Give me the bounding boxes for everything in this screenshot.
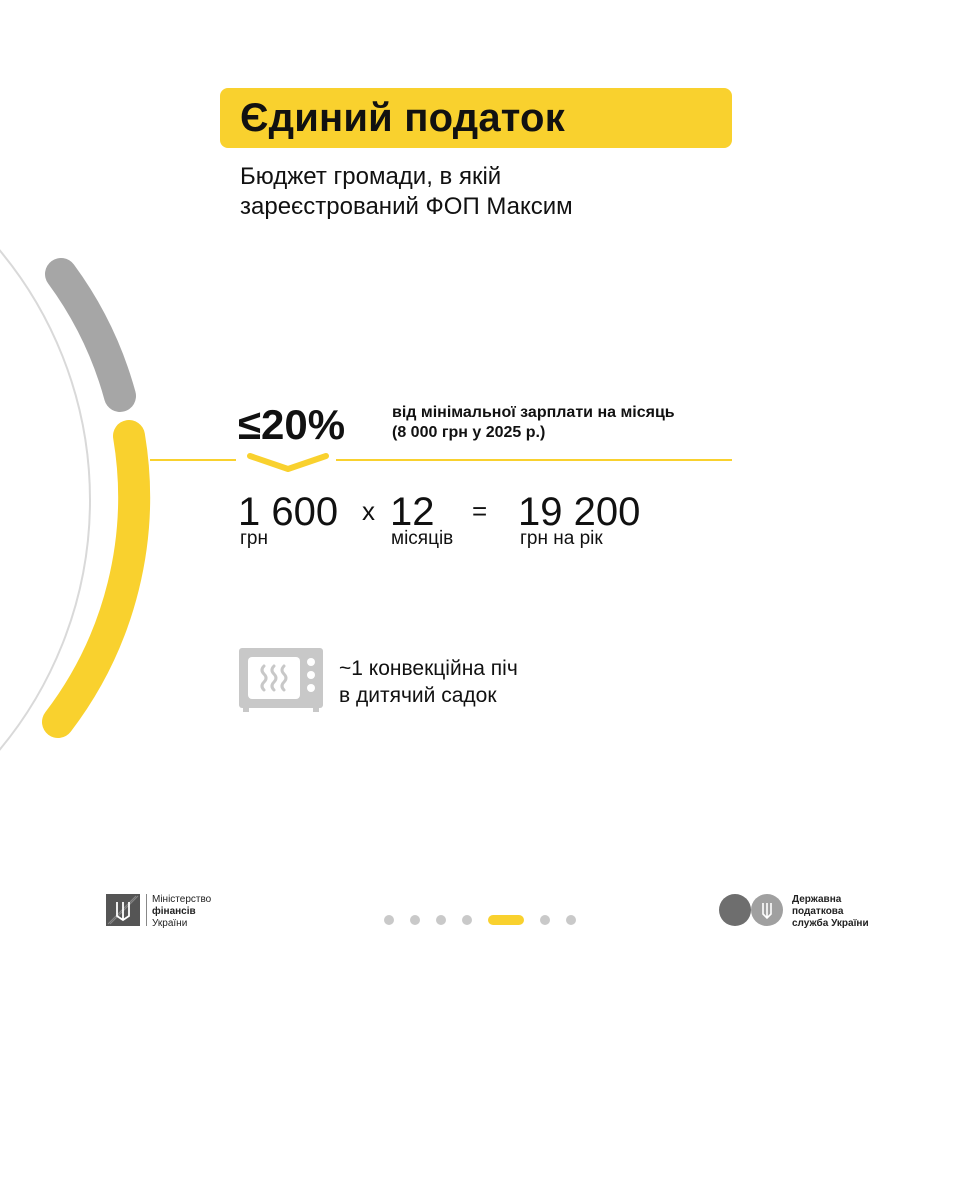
tax-service-line: служба України xyxy=(792,918,869,929)
convection-oven-icon xyxy=(239,646,323,712)
subtitle-line: Бюджет громади, в якій xyxy=(240,163,502,190)
tax-service-line: податкова xyxy=(792,906,844,917)
page-title: Єдиний податок xyxy=(240,96,565,140)
tax-service-logo-text xyxy=(792,894,869,930)
months-unit: місяців xyxy=(391,528,454,549)
equals-sign: = xyxy=(472,496,488,526)
thin-ring xyxy=(0,110,90,890)
tax-service-emblem-icon xyxy=(718,893,786,927)
rate-note-line: від мінімальної зарплати на місяць xyxy=(392,404,675,421)
chevron-down-icon xyxy=(246,452,330,474)
yellow-arc xyxy=(58,436,134,722)
tax-service-line: Державна xyxy=(792,894,842,905)
annual-total: 19 200 xyxy=(518,490,641,534)
pagination-dot[interactable] xyxy=(410,915,420,925)
pagination-dot[interactable] xyxy=(566,915,576,925)
rate-note-line: (8 000 грн у 2025 р.) xyxy=(392,424,546,441)
rate-note xyxy=(392,403,675,443)
annual-unit: грн на рік xyxy=(520,528,603,549)
logo-divider xyxy=(146,894,147,926)
months-count: 12 xyxy=(390,490,435,534)
pagination-dot[interactable] xyxy=(384,915,394,925)
monthly-unit: грн xyxy=(240,528,268,549)
multiply-sign: x xyxy=(362,496,375,526)
equivalent-line: в дитячий садок xyxy=(339,684,497,707)
subtitle xyxy=(240,162,573,222)
rate-value: ≤20% xyxy=(238,401,346,448)
ministry-line: фінансів xyxy=(152,906,196,917)
pagination-dot[interactable] xyxy=(540,915,550,925)
ministry-line: Міністерство xyxy=(152,894,212,905)
pagination-dot[interactable] xyxy=(462,915,472,925)
ministry-logo-text xyxy=(152,894,211,930)
pagination-dot-active[interactable] xyxy=(488,915,524,925)
equivalent-text xyxy=(339,655,518,709)
pagination-dot[interactable] xyxy=(436,915,446,925)
divider-right xyxy=(336,459,732,461)
title-banner xyxy=(220,88,732,148)
divider-left xyxy=(150,459,236,461)
monthly-amount: 1 600 xyxy=(238,490,339,534)
equivalent-line: ~1 конвекційна піч xyxy=(339,657,518,680)
subtitle-line: зареєстрований ФОП Максим xyxy=(240,193,573,220)
ministry-line: України xyxy=(152,918,188,929)
ministry-emblem-icon xyxy=(106,894,140,926)
